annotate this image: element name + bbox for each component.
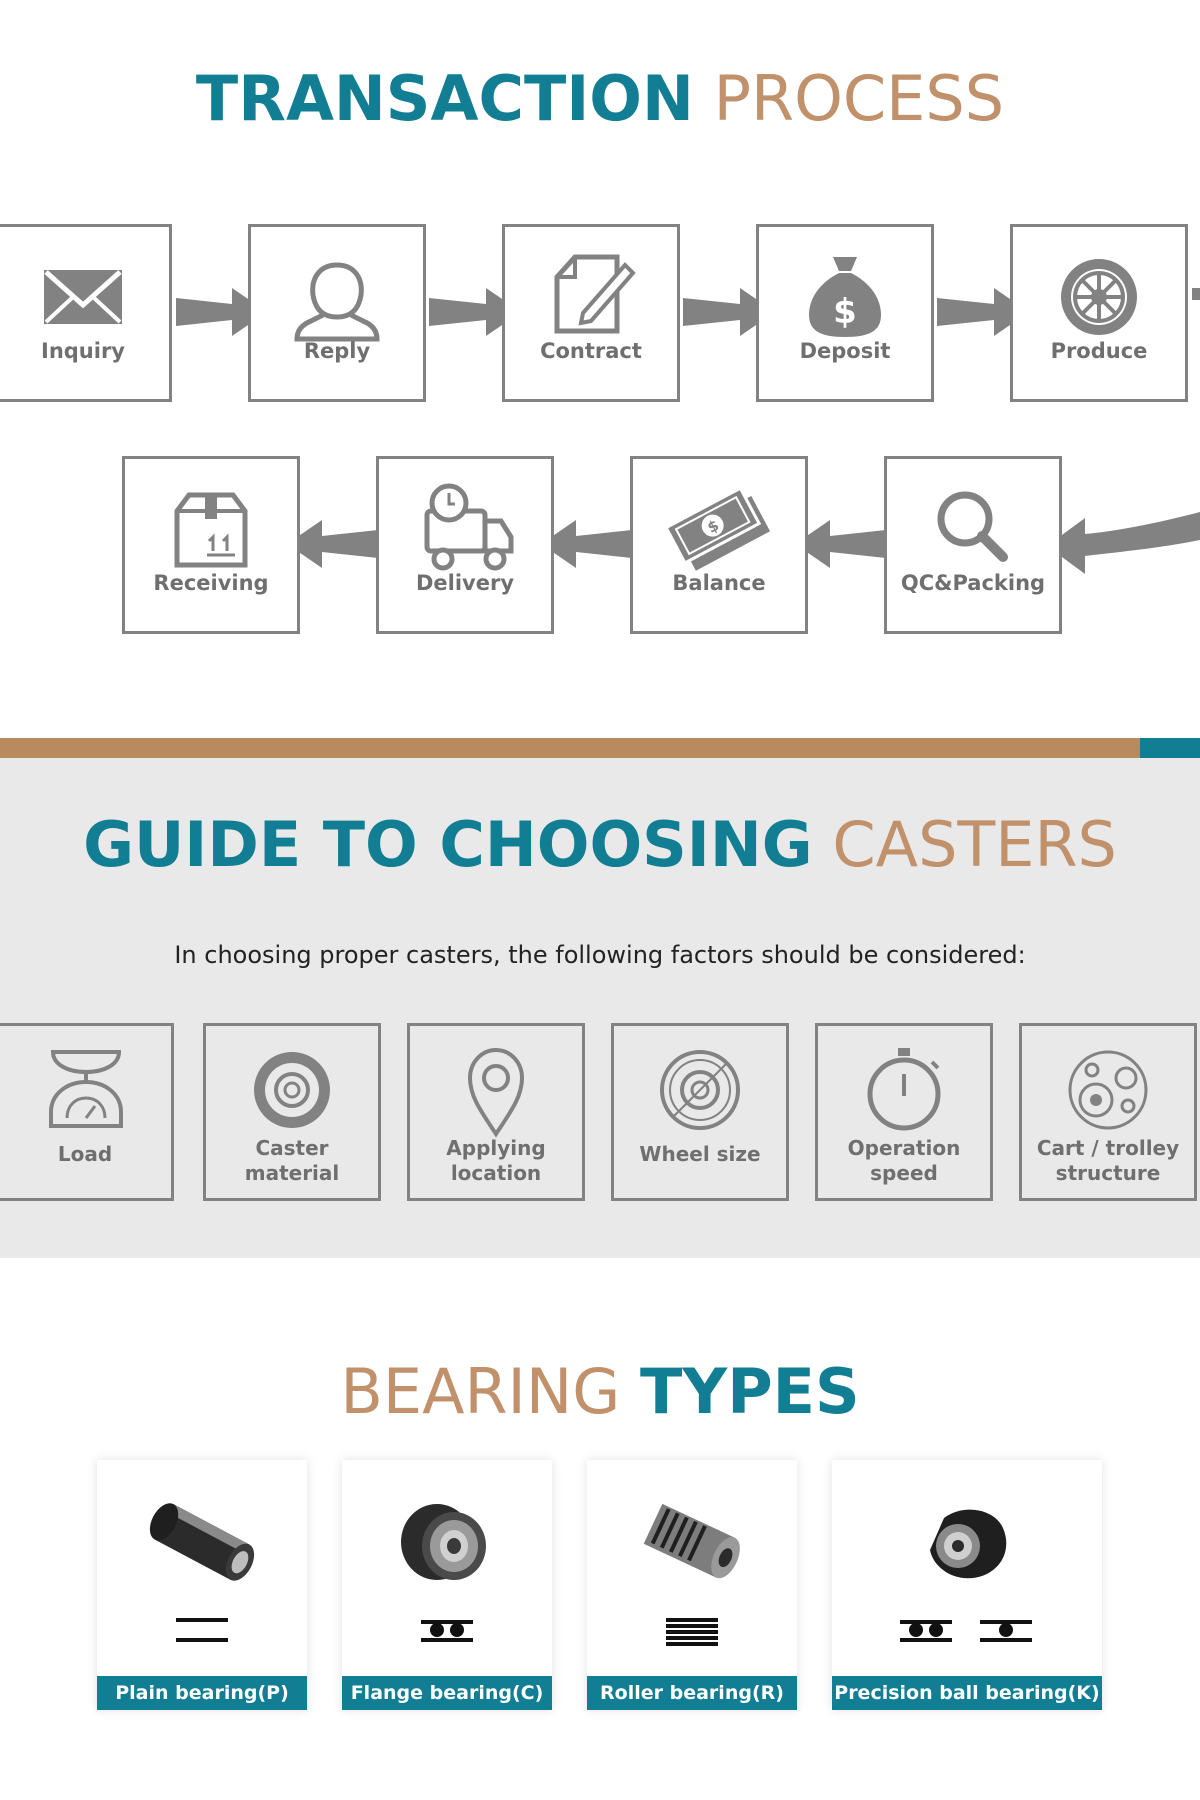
banknotes-icon: [633, 459, 805, 631]
transaction-title-part1: TRANSACTION: [195, 62, 694, 135]
bearing-title: [0, 1357, 1200, 1427]
factor-label: Caster material: [244, 1136, 340, 1185]
money-bag-icon: [759, 227, 931, 399]
bearing-label: Precision ball bearing(K): [832, 1676, 1102, 1710]
contract-icon: [505, 227, 677, 399]
factor-label: Wheel size: [639, 1142, 761, 1166]
guide-title-part2: CASTERS: [832, 808, 1117, 881]
magnifier-icon: [887, 459, 1059, 631]
factor-wheel-size: [611, 1023, 789, 1201]
plain-bearing-image: [97, 1460, 307, 1710]
factor-label: Load: [57, 1142, 113, 1166]
bearing-label: Roller bearing(R): [587, 1676, 797, 1710]
box-icon: [125, 459, 297, 631]
accent-bar-tan: [0, 738, 1140, 758]
factor-label: Applying location: [446, 1136, 546, 1185]
guide-intro: In choosing proper casters, the following factors should be considered:: [174, 941, 1026, 969]
step-balance: [630, 456, 808, 634]
roller-bearing-image: [587, 1460, 797, 1710]
step-qc-packing: [884, 456, 1062, 634]
delivery-truck-icon: [379, 459, 551, 631]
transaction-title-part2: PROCESS: [713, 62, 1005, 135]
bearing-label: Plain bearing(P): [97, 1676, 307, 1710]
step-deposit: [756, 224, 934, 402]
step-label: Inquiry: [41, 339, 125, 363]
factor-cart-structure: [1019, 1023, 1197, 1201]
plain-bearing-symbol: [176, 1618, 228, 1642]
bearing-title-part2: TYPES: [640, 1355, 860, 1428]
factor-operation-speed: [815, 1023, 993, 1201]
arrow-left-icon: [795, 520, 886, 568]
person-icon: [251, 227, 423, 399]
factor-label: Cart / trolley structure: [1036, 1136, 1180, 1185]
step-contract: [502, 224, 680, 402]
step-produce: [1010, 224, 1188, 402]
factor-applying-location: [407, 1023, 585, 1201]
bearing-card-flange: [342, 1460, 552, 1710]
accent-bar-teal: [1140, 738, 1200, 758]
bearing-card-plain: [97, 1460, 307, 1710]
arrow-left-icon: [541, 520, 632, 568]
precision-ball-bearing-image: [832, 1460, 1102, 1710]
wheel-icon: [1013, 227, 1185, 399]
svg-text:$: $: [704, 516, 722, 537]
arrow-stub: [1192, 288, 1200, 300]
guide-title: [0, 810, 1200, 880]
roller-bearing-symbol: [666, 1618, 718, 1646]
step-label: Contract: [540, 339, 642, 363]
flange-bearing-symbol: [421, 1620, 473, 1642]
step-reply: [248, 224, 426, 402]
bearing-card-roller: [587, 1460, 797, 1710]
step-label: Receiving: [153, 571, 269, 595]
step-label: QC&Packing: [900, 571, 1046, 595]
step-receiving: [122, 456, 300, 634]
bearing-title-part1: BEARING: [340, 1355, 621, 1428]
guide-title-part1: GUIDE TO CHOOSING: [83, 808, 813, 881]
step-label: Deposit: [799, 339, 891, 363]
step-label: Balance: [672, 571, 766, 595]
bearing-label: Flange bearing(C): [342, 1676, 552, 1710]
factor-caster-material: [203, 1023, 381, 1201]
factor-label: Operation speed: [847, 1136, 961, 1185]
envelope-icon: [0, 227, 169, 399]
arrow-left-icon: [287, 520, 378, 568]
bearing-card-precision: [832, 1460, 1102, 1710]
svg-text:$: $: [833, 292, 857, 332]
step-label: Produce: [1050, 339, 1148, 363]
flange-bearing-image: [342, 1460, 552, 1710]
scale-icon: [0, 1026, 171, 1198]
curved-arrow-icon: [1047, 512, 1200, 574]
step-inquiry: [0, 224, 172, 402]
step-label: Delivery: [415, 571, 515, 595]
step-label: Reply: [303, 339, 371, 363]
factor-load: [0, 1023, 174, 1201]
precision-bearing-symbol: [900, 1620, 1032, 1642]
step-delivery: [376, 456, 554, 634]
wheel-size-icon: [614, 1026, 786, 1198]
